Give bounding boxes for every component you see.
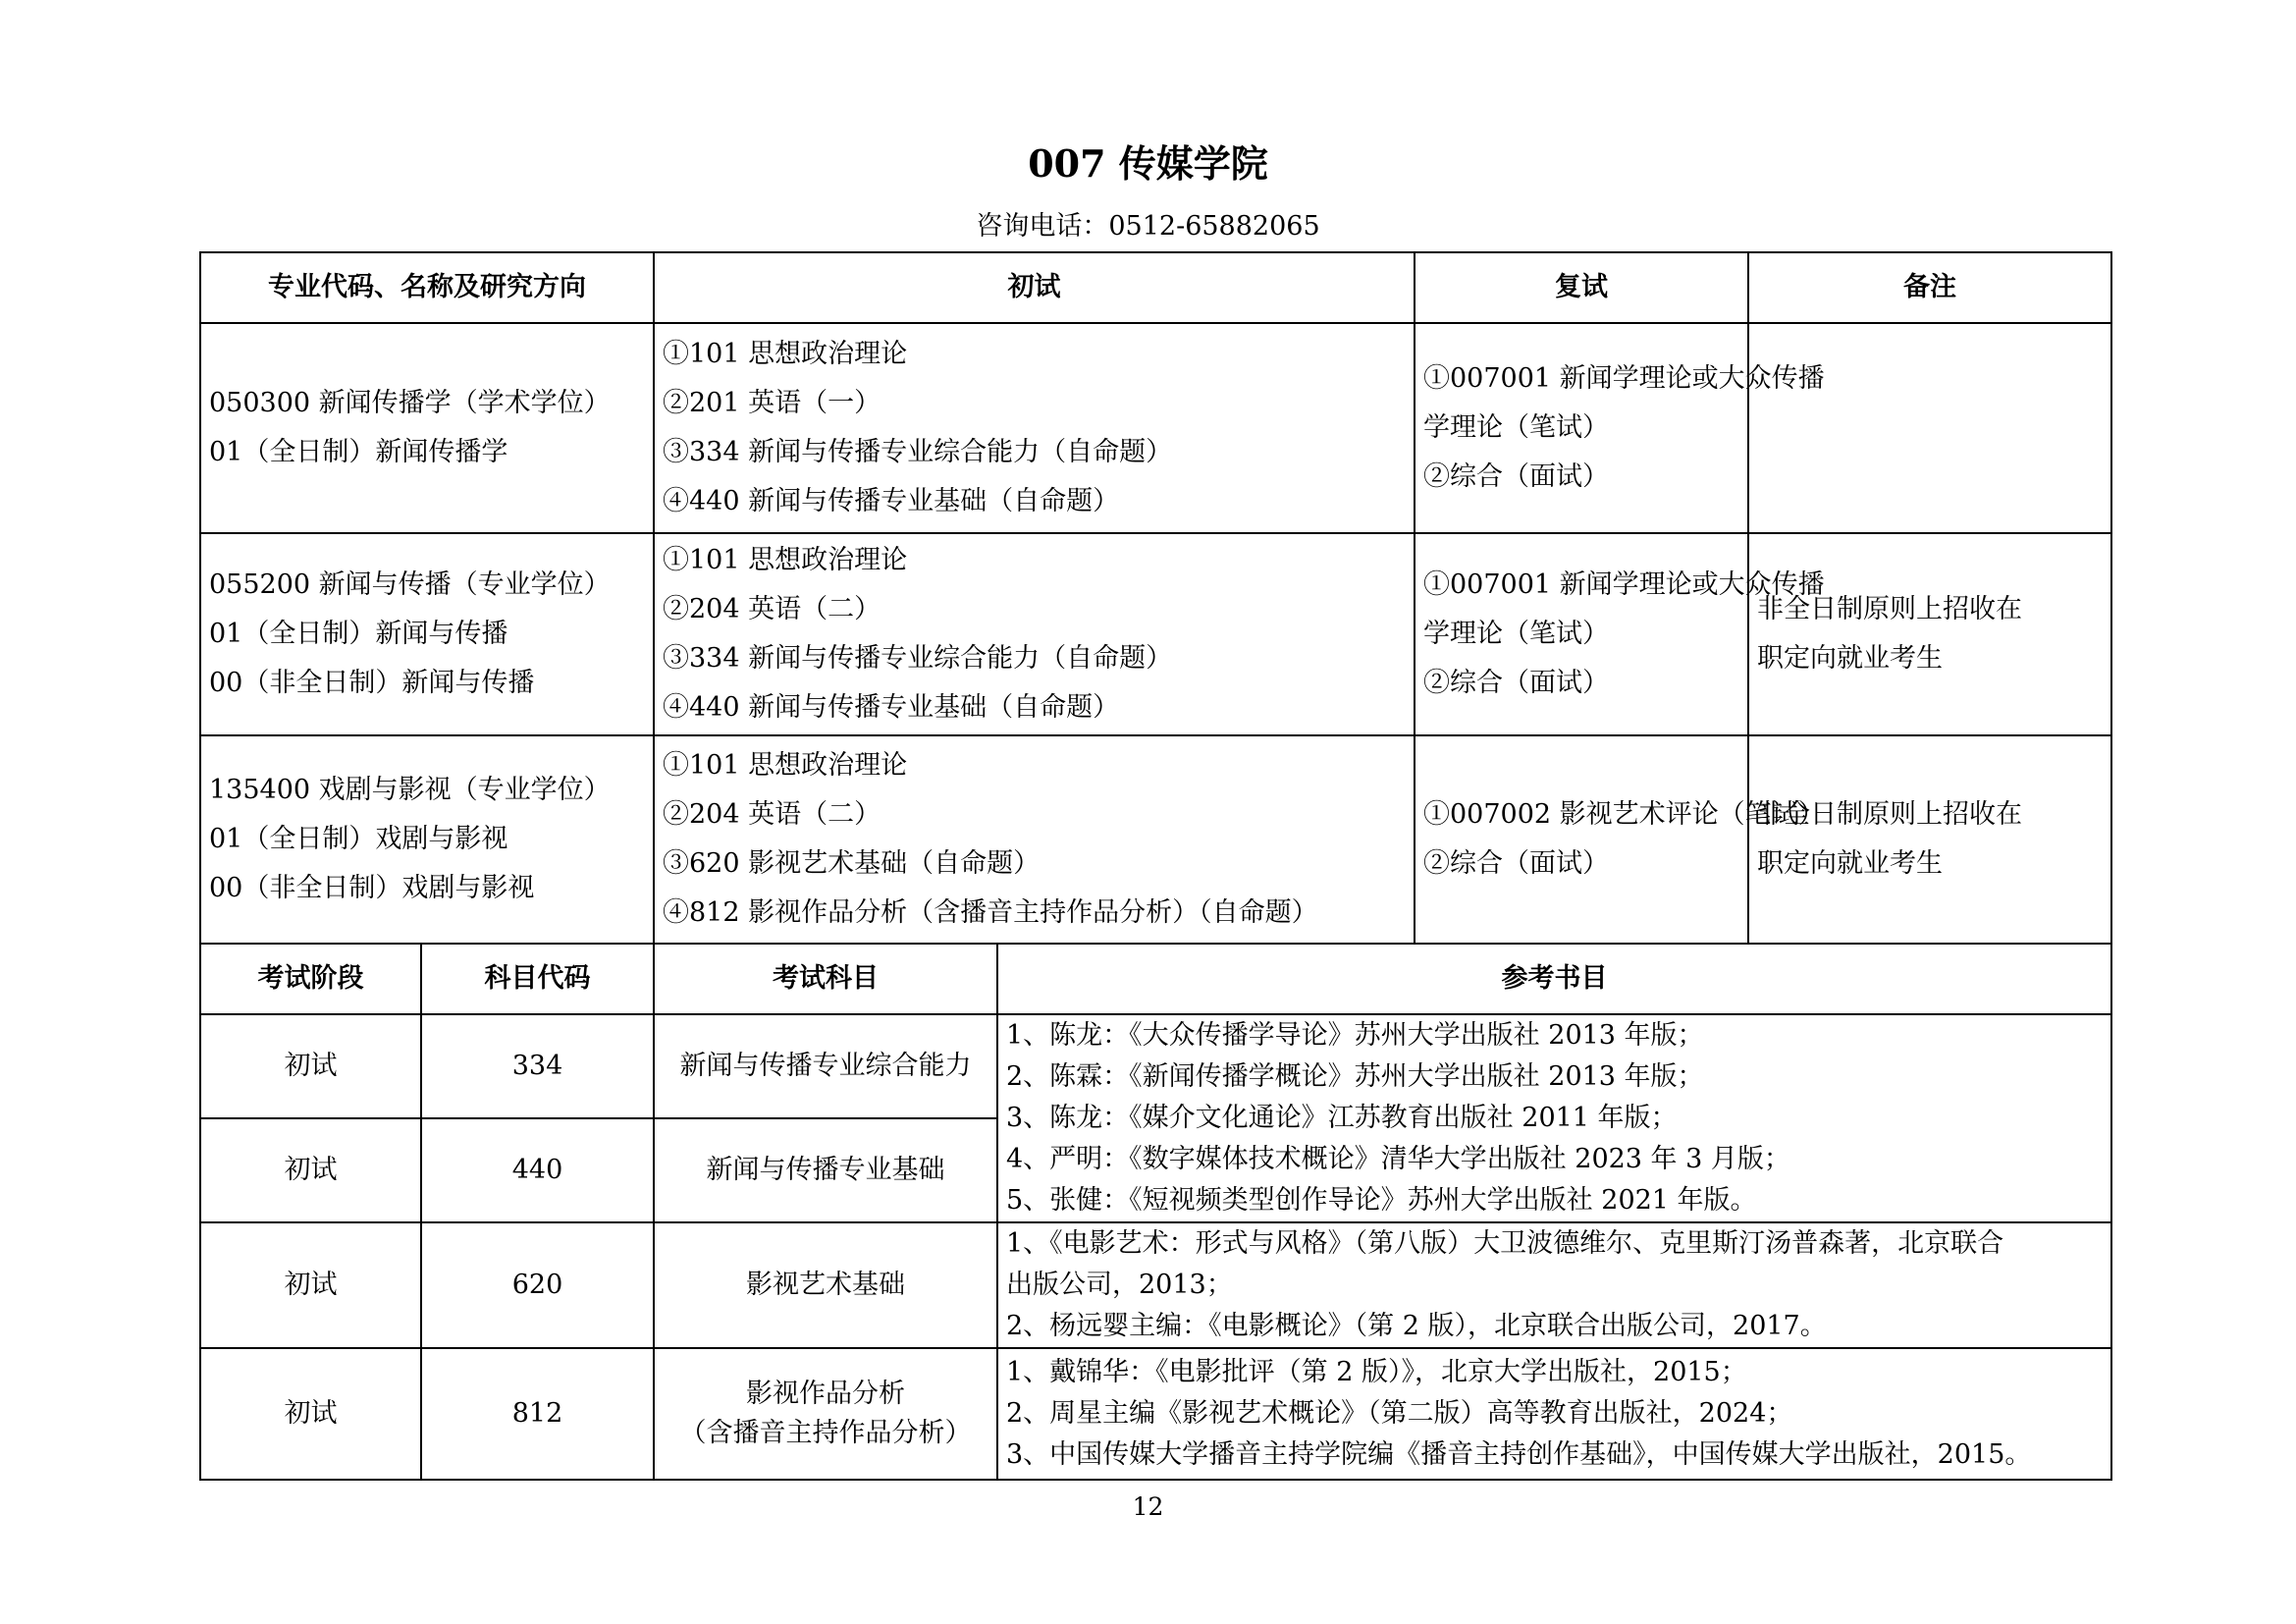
admissions-table-wrap	[199, 251, 2110, 1481]
header-remark: 备注	[1748, 252, 2111, 323]
subject-cell	[654, 1118, 997, 1222]
subject-line: 影视艺术基础	[746, 1270, 905, 1300]
ref-line: 1、陈龙：《大众传播学导论》苏州大学出版社 2013 年版；	[1006, 1020, 1704, 1051]
header-prelim: 初试	[654, 252, 1415, 323]
retest-line: ②综合（面试）	[1423, 668, 1609, 698]
table-row	[200, 533, 2111, 735]
subject-line: 新闻与传播专业基础	[706, 1155, 945, 1185]
header-code: 科目代码	[421, 944, 654, 1014]
ref-line: 出版公司，2013；	[1006, 1270, 1233, 1300]
major-line: 050300 新闻传播学（学术学位）	[209, 388, 611, 418]
ref-line: 1、戴锦华：《电影批评（第 2 版）》，北京大学出版社，2015；	[1006, 1357, 1747, 1387]
stage-cell: 初试	[200, 1222, 421, 1348]
retest-line: ①007002 影视艺术评论（笔试）	[1423, 799, 1825, 830]
ref-line: 3、中国传媒大学播音主持学院编《播音主持创作基础》，中国传媒大学出版社，2015。	[1006, 1439, 2032, 1470]
prelim-line: ②201 英语（一）	[663, 388, 881, 418]
refs-cell	[997, 1348, 2111, 1480]
header-major: 专业代码、名称及研究方向	[200, 252, 654, 323]
subject-line: 影视作品分析	[746, 1379, 905, 1409]
stage-cell: 初试	[200, 1014, 421, 1118]
retest-cell	[1415, 533, 1825, 735]
retest-line: ②综合（面试）	[1423, 848, 1609, 879]
major-line: 055200 新闻与传播（专业学位）	[209, 569, 611, 600]
subjects-header-row	[200, 944, 2111, 1014]
retest-line: ①007001 新闻学理论或大众传播	[1423, 569, 1825, 600]
retest-cell	[1415, 735, 1825, 944]
table-row	[200, 735, 2111, 944]
table-row	[200, 1014, 2111, 1118]
remark-line: 非全日制原则上招收在	[1757, 799, 2022, 830]
major-line: 00（非全日制）戏剧与影视	[209, 873, 535, 903]
major-line: 01（全日制）新闻与传播	[209, 619, 508, 649]
prelim-line: ③620 影视艺术基础（自命题）	[663, 848, 1041, 879]
stage-cell: 初试	[200, 1348, 421, 1480]
ref-line: 4、严明：《数字媒体技术概论》清华大学出版社 2023 年 3 月版；	[1006, 1144, 1790, 1174]
ref-line: 3、陈龙：《媒介文化通论》江苏教育出版社 2011 年版；	[1006, 1103, 1678, 1133]
refs-cell	[997, 1222, 2111, 1348]
header-subject: 考试科目	[654, 944, 997, 1014]
retest-cell	[1415, 323, 1825, 533]
remark-cell	[1748, 323, 2111, 533]
subject-line: 新闻与传播专业综合能力	[679, 1051, 972, 1081]
remark-cell	[1748, 735, 2111, 944]
table-row	[200, 323, 2111, 533]
retest-line: ②综合（面试）	[1423, 461, 1609, 492]
prelim-line: ②204 英语（二）	[663, 799, 881, 830]
subject-cell	[654, 1014, 997, 1118]
table-header-row	[200, 252, 2111, 323]
refs-cell	[997, 1014, 2111, 1222]
retest-line: ①007001 新闻学理论或大众传播	[1423, 363, 1825, 394]
major-line: 01（全日制）戏剧与影视	[209, 824, 508, 854]
prelim-line: ①101 思想政治理论	[663, 545, 908, 575]
major-line: 135400 戏剧与影视（专业学位）	[209, 775, 611, 805]
header-refs: 参考书目	[997, 944, 2111, 1014]
prelim-line: ③334 新闻与传播专业综合能力（自命题）	[663, 643, 1173, 674]
admissions-table	[199, 251, 2112, 1481]
major-cell	[200, 323, 654, 533]
code-cell: 334	[421, 1014, 654, 1118]
major-cell	[200, 533, 654, 735]
page-title: 007 传媒学院	[1028, 141, 1268, 186]
ref-line: 5、张健：《短视频类型创作导论》苏州大学出版社 2021 年版。	[1006, 1185, 1757, 1216]
consult-phone: 咨询电话：0512-65882065	[976, 211, 1320, 242]
ref-line: 1、《电影艺术：形式与风格》（第八版）大卫波德维尔、克里斯汀汤普森著，北京联合	[1006, 1228, 2004, 1259]
code-cell: 812	[421, 1348, 654, 1480]
prelim-cell	[654, 533, 1415, 735]
prelim-line: ④812 影视作品分析（含播音主持作品分析）（自命题）	[663, 897, 1318, 928]
remark-cell	[1748, 533, 2111, 735]
ref-line: 2、周星主编《影视艺术概论》（第二版）高等教育出版社，2024；	[1006, 1398, 1793, 1429]
header-stage: 考试阶段	[200, 944, 421, 1014]
prelim-line: ②204 英语（二）	[663, 594, 881, 624]
ref-line: 2、陈霖：《新闻传播学概论》苏州大学出版社 2013 年版；	[1006, 1061, 1704, 1092]
subject-cell	[654, 1222, 997, 1348]
remark-line: 职定向就业考生	[1757, 643, 1943, 674]
subject-line: （含播音主持作品分析）	[679, 1418, 972, 1448]
page-number: 12	[1132, 1492, 1164, 1521]
retest-line: 学理论（笔试）	[1423, 412, 1609, 443]
remark-line: 非全日制原则上招收在	[1757, 594, 2022, 624]
remark-line: 职定向就业考生	[1757, 848, 1943, 879]
prelim-line: ④440 新闻与传播专业基础（自命题）	[663, 692, 1120, 723]
code-cell: 620	[421, 1222, 654, 1348]
prelim-cell	[654, 735, 1415, 944]
ref-line: 2、杨远婴主编：《电影概论》（第 2 版），北京联合出版公司，2017。	[1006, 1311, 1827, 1341]
major-cell	[200, 735, 654, 944]
table-row	[200, 1222, 2111, 1348]
table-row	[200, 1348, 2111, 1480]
prelim-line: ④440 新闻与传播专业基础（自命题）	[663, 486, 1120, 516]
retest-line: 学理论（笔试）	[1423, 619, 1609, 649]
stage-cell: 初试	[200, 1118, 421, 1222]
major-line: 01（全日制）新闻传播学	[209, 437, 508, 467]
prelim-line: ③334 新闻与传播专业综合能力（自命题）	[663, 437, 1173, 467]
major-line: 00（非全日制）新闻与传播	[209, 668, 535, 698]
prelim-line: ①101 思想政治理论	[663, 750, 908, 781]
code-cell: 440	[421, 1118, 654, 1222]
prelim-line: ①101 思想政治理论	[663, 339, 908, 369]
subject-cell	[654, 1348, 997, 1480]
prelim-cell	[654, 323, 1415, 533]
header-retest: 复试	[1415, 252, 1748, 323]
